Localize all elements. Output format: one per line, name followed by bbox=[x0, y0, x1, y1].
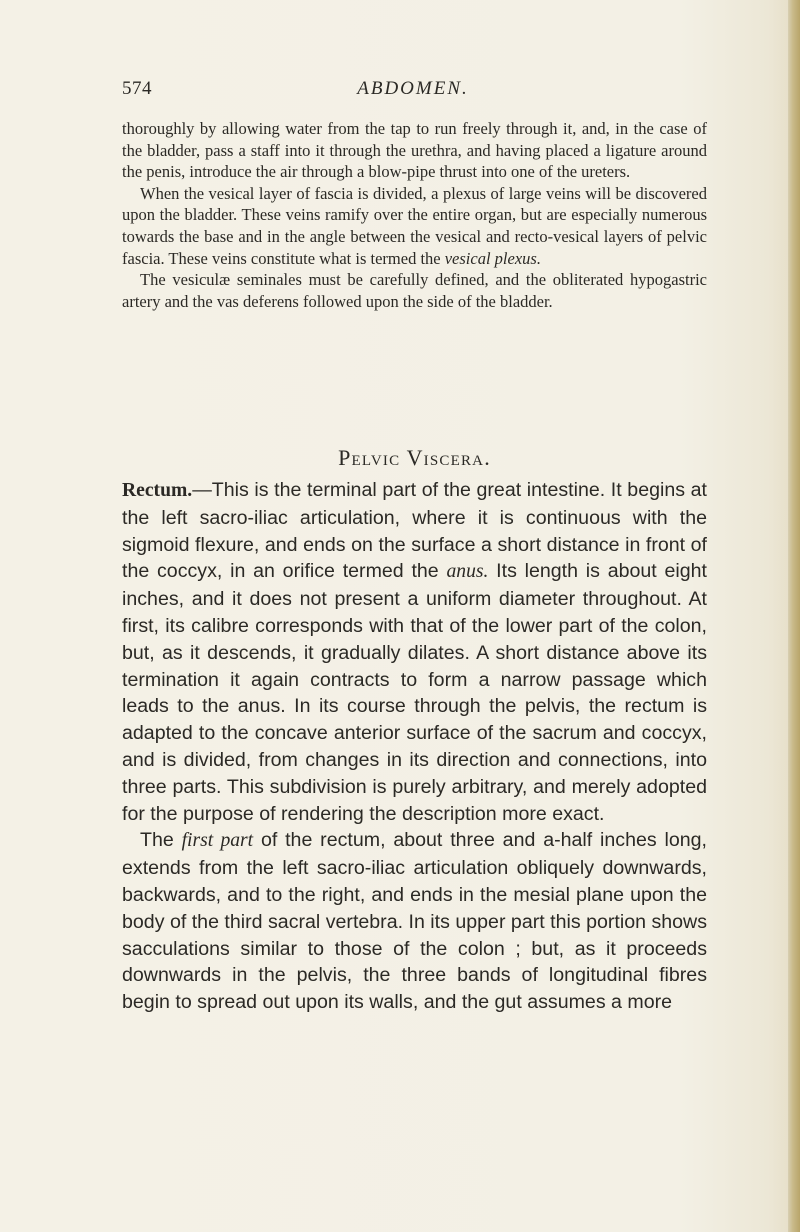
rectum-section bbox=[122, 477, 707, 1016]
paragraph-text: Its length is about eight inches, and it does not present a uniform diameter throughout. At first, its calibre corresponds with that of the lower part of the colon, but, as it descends, it gradually dilates. A short distance above its termination it again contracts to form a narrow passage which leads to the anus. In its course through the pelvis, the rectum is adapted to the concave anterior surface of the sacrum and coccyx, and is divided, from changes in its direction and connections, into three parts. This subdivision is purely arbitrary, and merely adopted for the purpose of rendering the description more exact. bbox=[122, 560, 707, 825]
rectum-title: Rectum. bbox=[122, 480, 193, 501]
paragraph-text: of the rectum, about three and a-half inches long, extends from the left sacro-iliac articulation obliquely downwards, backwards, and to the right, and ends in the mesial plane upon the body of the third sacral vertebra. In its upper part this portion shows sacculations similar to those of the colon ; but, as it proceeds downwards in the pelvis, the three bands of longitudinal fibres begin to spread out upon its walls, and the gut assumes a more bbox=[122, 829, 707, 1014]
paragraph-vesiculae-seminales bbox=[122, 269, 707, 312]
term-vesical-plexus: vesical plexus. bbox=[444, 248, 541, 268]
paragraph-text: When the vesical layer of fascia is divided, a plexus of large veins will be discovered upon the bladder. These veins ramify over the entire organ, but are especially numerous towards the base and in the angle between the vesical and recto-vesical layers of pelvic fascia. These veins constitute what is termed the bbox=[122, 183, 707, 268]
section-heading: Pelvic Viscera. bbox=[338, 445, 491, 470]
page-number: 574 bbox=[122, 78, 152, 99]
paragraph-vesical-plexus bbox=[122, 183, 707, 269]
paragraph-text: The bbox=[140, 829, 182, 852]
paragraph-rectum-intro bbox=[122, 477, 707, 827]
term-anus: anus. bbox=[446, 561, 489, 583]
small-print-section bbox=[122, 118, 707, 312]
paragraph-text: —This is the terminal part of the great intestine. It begins at the left sacro-iliac articulation, where it is continuous with the sigmoid flexure, and ends on the surface a short distance in front of the coccyx, in an orifice termed the bbox=[122, 479, 707, 583]
paragraph-first-part bbox=[122, 827, 707, 1016]
paragraph-inflation-instructions bbox=[122, 118, 707, 183]
paragraph-text: The vesiculæ seminales must be carefully defined, and the obliterated hypogastric artery and the vas deferens followed upon the side of the bladder. bbox=[122, 270, 707, 311]
paragraph-text: thoroughly by allowing water from the tap to run freely through it, and, in the case of the bladder, pass a staff into it through the urethra, and having placed a ligature around the penis, introduce the air through a blow-pipe thrust into one of the ureters. bbox=[122, 119, 707, 182]
page-edge bbox=[788, 0, 800, 1232]
page-header bbox=[122, 78, 704, 106]
running-head: ABDOMEN. bbox=[357, 78, 469, 99]
term-first-part: first part bbox=[181, 830, 254, 852]
